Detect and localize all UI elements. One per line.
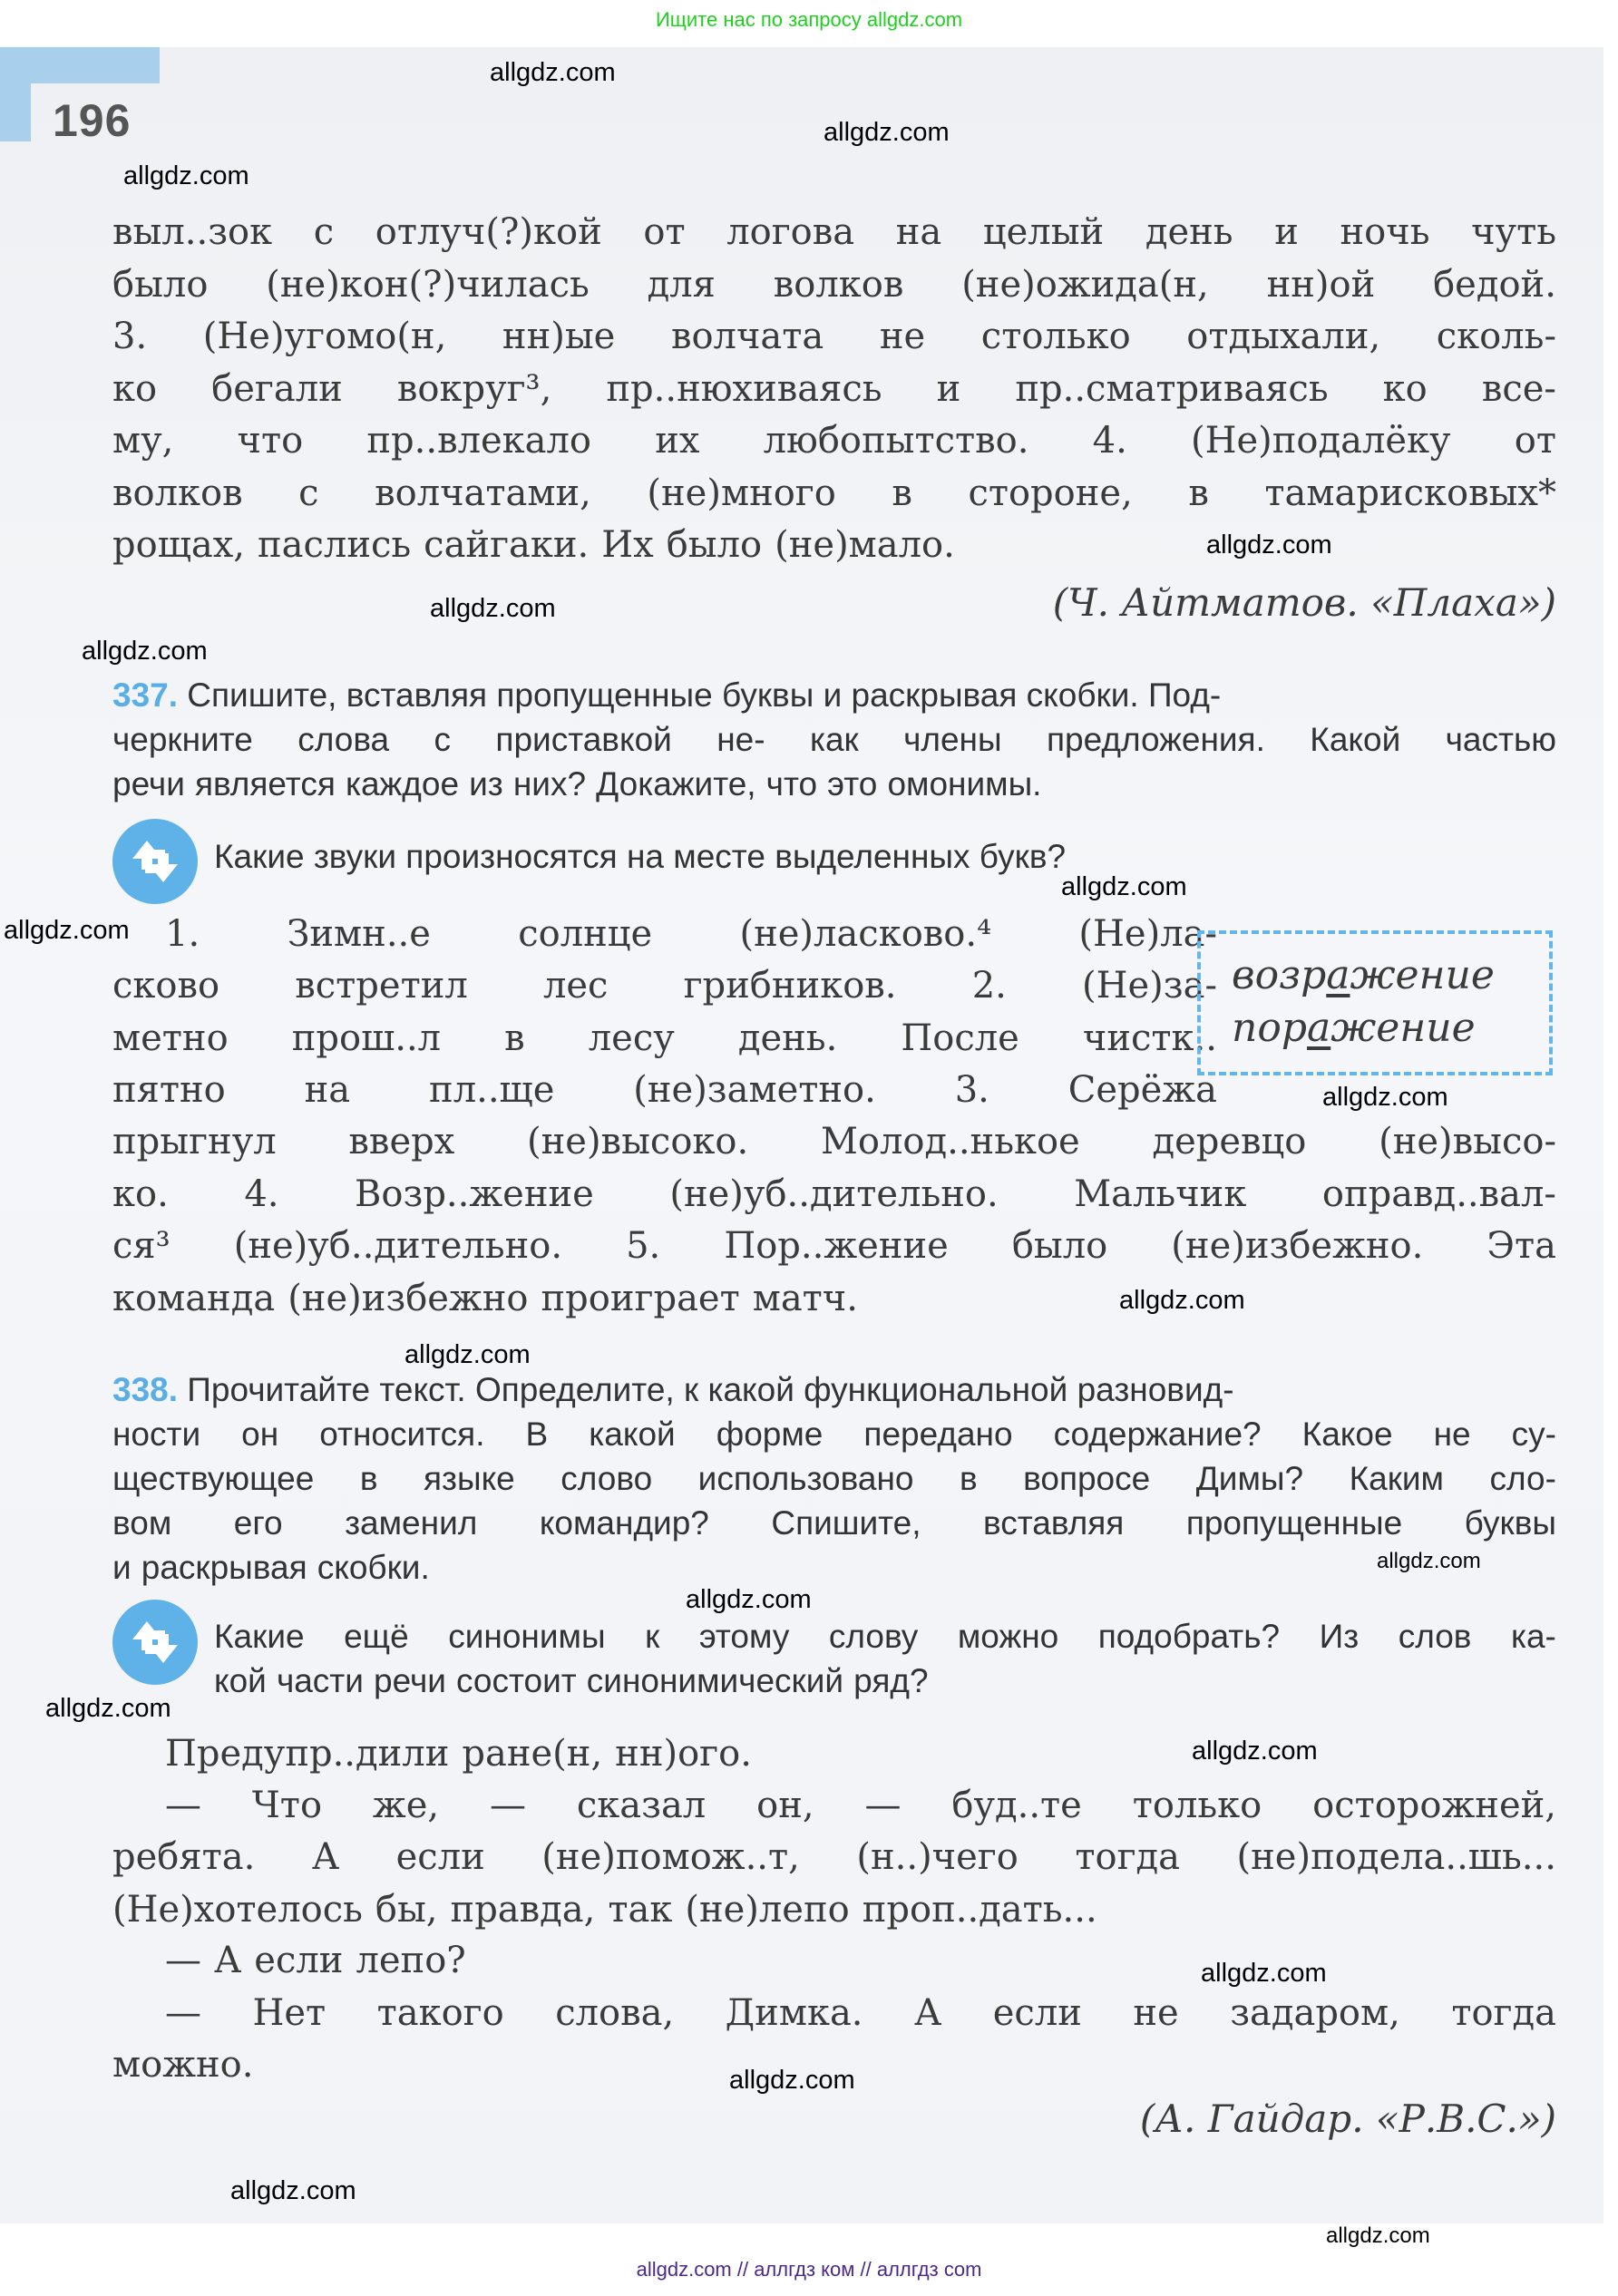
text-line: выл..зок с отлуч(?)кой от логова на целый день и ночь чуть (112, 211, 1556, 253)
watermark: allgdz.com (230, 2176, 356, 2205)
instruction-line: Прочитайте текст. Определите, к какой функциональной разновид- (187, 1371, 1234, 1408)
instruction-line: вом его заменил командир? Спишите, вставляя пропущенные буквы (112, 1504, 1556, 1542)
instruction-line: черкните слова с приставкой не- как члены предложения. Какой частью (112, 721, 1556, 758)
exercise-338-text-dialog-2 (165, 1935, 1556, 2039)
top-banner: Ищите нас по запросу allgdz.com (0, 0, 1618, 40)
text-line: 1. Зимн..е солнце (не)ласково.⁴ (Не)ла- (165, 913, 1217, 955)
text-line: сково встретил лес грибников. 2. (Не)за- (112, 965, 1217, 1007)
word-box-item: поражение (1232, 1005, 1476, 1051)
repeat-arrows-icon (112, 1600, 198, 1685)
text-line: му, что пр..влекало их любопытство. 4. (Не)подалёку от (112, 420, 1556, 462)
attribution-aitmatov: (Ч. Айтматов. «Плаха») (1052, 580, 1556, 625)
watermark: allgdz.com (1201, 1959, 1327, 1988)
watermark: allgdz.com (1326, 2223, 1430, 2248)
watermark: allgdz.com (824, 118, 950, 147)
watermark: allgdz.com (430, 594, 556, 623)
exercise-338-instructions (112, 1367, 1556, 1590)
page-corner-tab-side (0, 47, 31, 141)
text-line: пятно на пл..ще (не)заметно. 3. Серёжа (112, 1069, 1217, 1111)
watermark: allgdz.com (1322, 1083, 1448, 1112)
text-line: — А если лепо? (165, 1940, 466, 1981)
word-box-item: возражение (1232, 952, 1495, 998)
watermark: allgdz.com (1061, 872, 1187, 901)
exercise-337-instructions (112, 673, 1556, 806)
watermark: allgdz.com (729, 2066, 855, 2095)
exercise-338-text-dialog-1 (165, 1780, 1556, 1833)
continuation-text (112, 207, 1556, 572)
watermark: allgdz.com (123, 161, 249, 190)
exercise-337-text-narrow-2 (112, 960, 1217, 1117)
instruction-line: ществующее в языке слово использовано в вопросе Димы? Каким сло- (112, 1460, 1556, 1497)
text-line: рощах, паслись сайгаки. Их было (не)мало. (112, 524, 955, 566)
question-line: Какие ещё синонимы к этому слову можно подобрать? Из слов ка- (214, 1618, 1556, 1655)
text-line: — Нет такого слова, Димка. А если не задаром, тогда (165, 1991, 1556, 2034)
exercise-338-text-first (165, 1728, 1556, 1781)
instruction-line: Спишите, вставляя пропущенные буквы и раскрывая скобки. Под- (187, 676, 1222, 714)
watermark: allgdz.com (4, 916, 130, 945)
watermark: allgdz.com (82, 637, 208, 666)
attribution-gaidar: (А. Гайдар. «Р.В.С.») (1139, 2097, 1556, 2141)
exercise-337-question: Какие звуки произносятся на месте выделенных букв? (214, 838, 1067, 875)
text-line: прыгнул вверх (не)высоко. Молод..нькое деревцо (не)высо- (112, 1121, 1556, 1163)
text-line: команда (не)избежно проиграет матч. (112, 1277, 858, 1319)
watermark: allgdz.com (404, 1340, 531, 1369)
instruction-line: и раскрывая скобки. (112, 1549, 430, 1586)
text-line: ко бегали вокруг³, пр..нюхиваясь и пр..сматриваясь ко все- (112, 367, 1556, 410)
repeat-arrows-icon (112, 819, 198, 904)
exercise-338-text (112, 1832, 1556, 1936)
instruction-line: речи является каждое из них? Докажите, что это омонимы. (112, 765, 1042, 803)
watermark: allgdz.com (1192, 1737, 1318, 1766)
exercise-number: 337. (112, 676, 179, 714)
exercise-number: 338. (112, 1371, 179, 1408)
text-line: (Не)хотелось бы, правда, так (не)лепо проп..дать... (112, 1888, 1097, 1931)
question-line: кой части речи состоит синонимический ряд? (214, 1662, 929, 1699)
watermark: allgdz.com (1119, 1286, 1245, 1315)
footer-links: allgdz.com // аллгдз ком // аллгдз com (636, 2258, 982, 2281)
text-line: метно прош..л в лесу день. После чистк.. (112, 1017, 1217, 1059)
text-line: Предупр..дили ране(н, нн)ого. (165, 1733, 752, 1775)
text-line: волков с волчатами, (не)много в стороне, в тамарисковых* (112, 472, 1556, 514)
word-box (1197, 930, 1553, 1075)
watermark: allgdz.com (490, 58, 616, 87)
text-line: 3. (Не)угомо(н, нн)ые волчата не столько отдыхали, сколь- (112, 316, 1556, 357)
page-number: 196 (53, 95, 132, 146)
text-line: было (не)кон(?)чилась для волков (не)ожида(н, нн)ой бедой. (112, 263, 1556, 306)
text-line: ребята. А если (не)помож..т, (н..)чего тогда (не)подела..шь... (112, 1836, 1556, 1878)
text-line: ся³ (не)уб..дительно. 5. Пор..жение было (не)избежно. Эта (112, 1225, 1556, 1267)
exercise-338-question (214, 1614, 1556, 1703)
exercise-337-text-narrow (165, 909, 1217, 961)
watermark: allgdz.com (686, 1585, 812, 1614)
text-line: можно. (112, 2044, 254, 2086)
watermark: allgdz.com (1206, 530, 1332, 559)
instruction-line: ности он относится. В какой форме передано содержание? Какое не су- (112, 1416, 1556, 1453)
text-line: — Что же, — сказал он, — буд..те только осторожней, (165, 1785, 1556, 1826)
watermark: allgdz.com (1377, 1549, 1481, 1573)
exercise-337-text (112, 1116, 1556, 1325)
watermark: allgdz.com (45, 1694, 171, 1723)
text-line: ко. 4. Возр..жение (не)уб..дительно. Мальчик оправд..вал- (112, 1172, 1556, 1215)
